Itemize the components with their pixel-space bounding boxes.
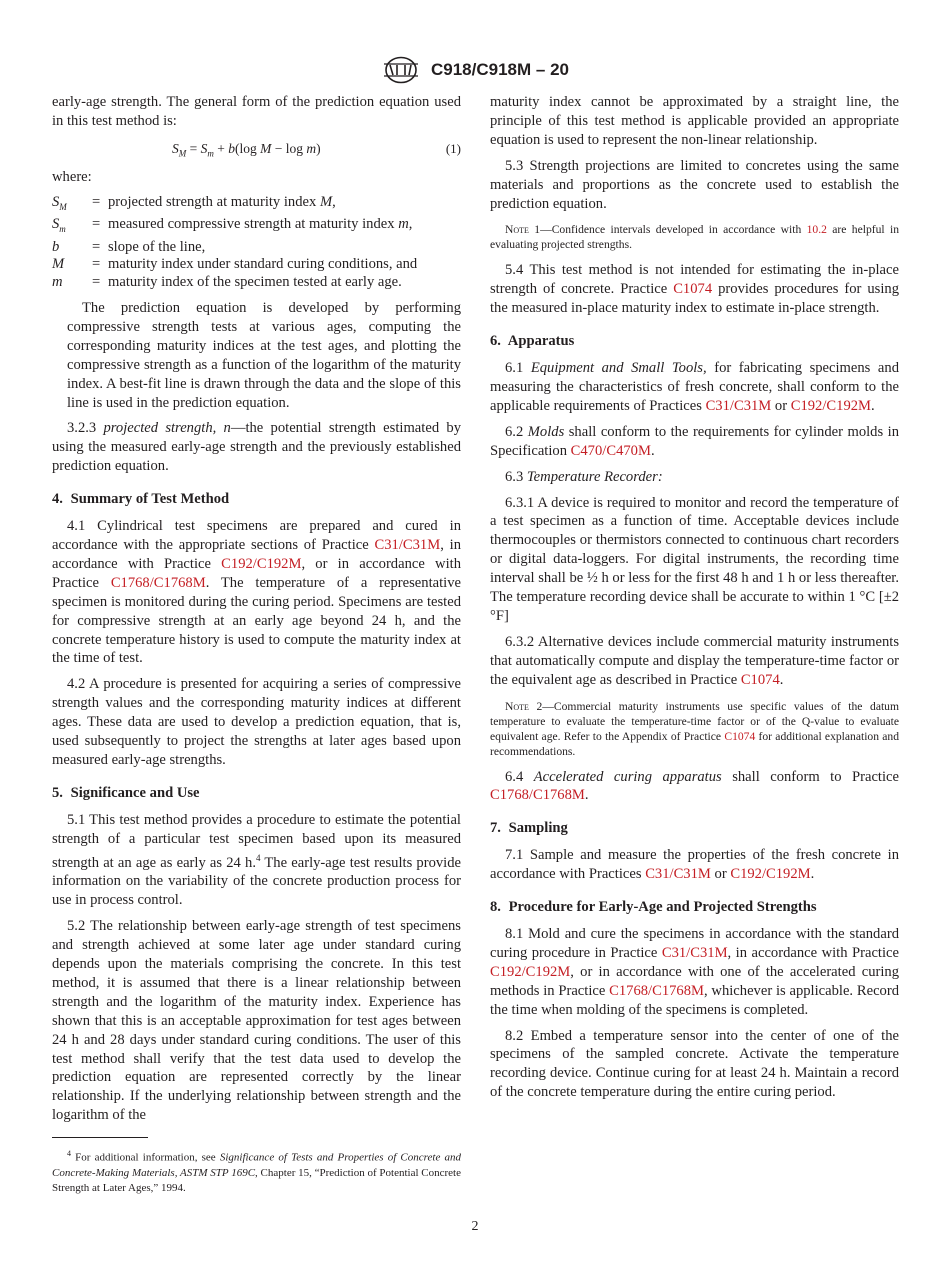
definition-row: b = slope of the line,	[52, 239, 461, 257]
symbol: $S_M$	[52, 193, 67, 212]
section-heading-7: 7. Sampling	[490, 820, 568, 837]
paragraph-6-3-2: 6.3.2 Alternative devices include commercial maturity instruments that automatically compute and display the temperature-time factor or the equivalent age as described in Practice C1074.	[490, 633, 899, 688]
paragraph-6-3: 6.3 Temperature Recorder:	[505, 468, 663, 485]
footnote-divider	[52, 1137, 148, 1138]
section-heading-5: 5. Significance and Use	[52, 784, 200, 801]
section-heading-8: 8. Procedure for Early-Age and Projected Strengths	[490, 899, 817, 916]
astm-logo-icon	[381, 56, 421, 84]
definition-text: maturity index under standard curing conditions, and	[108, 256, 418, 273]
reference-link[interactable]: C31/C31M	[705, 397, 772, 414]
equation-number: (1)	[445, 140, 461, 156]
reference-link[interactable]: C192/C192M	[490, 963, 571, 980]
definition-text: maturity index of the specimen tested at early age.	[108, 273, 402, 290]
prediction-equation	[52, 138, 461, 164]
definition-row: $S_M$ = projected strength at maturity index M,	[52, 194, 461, 216]
paragraph-5-1: 5.1 This test method provides a procedure to estimate the potential strength of a particular test specimen based upon its measured strength at an age as early as 24 h.$^4$ The early-age test results provide information on the variability of the concrete production process for use in process control.	[52, 811, 461, 909]
section-heading-6: 6. Apparatus	[490, 333, 575, 350]
paragraph: The prediction equation is developed by performing compressive strength tests at various ages, computing the corresponding maturity indices at the test ages, and plotting the compressive strength as a function of the logarithm of the maturity index. A best-fit line is drawn through the data and the slope of this line is used in the prediction equation.	[67, 300, 461, 411]
document-title: C918/C918M – 20	[431, 60, 569, 79]
definition-text: measured compressive strength at maturity index m,	[108, 216, 413, 233]
symbol: b	[52, 238, 60, 255]
left-column	[52, 93, 461, 1132]
symbol: M	[52, 256, 65, 273]
footnote: $^4$ For additional information, see Significance of Tests and Properties of Concrete and Concrete-Making Materials, ASTM STP 169C, Chapter 15, “Prediction of Potential Concrete Strength at Later Ages,” 1994.	[52, 1149, 462, 1194]
reference-link[interactable]: C1074	[724, 729, 756, 743]
reference-link[interactable]: C31/C31M	[374, 537, 441, 553]
paragraph-6-3-1: 6.3.1 A device is required to monitor and record the temperature of a test specimen as a function of time. Acceptable devices include thermocouples or thermistors connected to continuous chart recorders or digital data-loggers. For digital instruments, the recording time interval shall be ½ h or less for the first 48 h and 1 h or less thereafter. The temperature recording device shall be accurate to within 1 °C [±2 °F]	[490, 494, 899, 624]
paragraph-6-2: 6.2 Molds shall conform to the requirements for cylinder molds in Specification C470/C470M.	[490, 423, 900, 459]
note-1: Note 1—Confidence intervals developed in accordance with 10.2 are helpful in evaluating projected strengths.	[490, 223, 899, 252]
equation-expression: $S_M = S_m + b(\log$ M − log m)	[172, 140, 321, 159]
paragraph: early-age strength. The general form of the prediction equation used in this test method is:	[52, 94, 461, 129]
definition-row: $S_m$ = measured compressive strength at maturity index m,	[52, 216, 461, 238]
footnote-marker[interactable]: 4	[255, 852, 261, 863]
right-column	[490, 93, 899, 1109]
paragraph-4-2: 4.2 A procedure is presented for acquiring a series of compressive strength values and the corresponding maturity indices at different ages. These data are used to develop a prediction equation, that is, used subsequently to project the strengths at later ages based upon measured early-age strengths.	[52, 676, 461, 768]
symbol: m	[52, 273, 63, 290]
page-header	[0, 56, 950, 84]
definition-row: m = maturity index of the specimen tested at early age.	[52, 274, 461, 292]
paragraph-6-1: 6.1 Equipment and Small Tools, for fabricating specimens and measuring the characteristics of fresh concrete, shall conform to the applicable requirements of Practices C31/C31M or C192/C192M.	[490, 360, 899, 414]
paragraph-4-1: 4.1 Cylindrical test specimens are prepared and cured in accordance with the appropriate sections of Practice C31/C31M, in accordance with Practice C192/C192M, or in accordance with Practice C1768/C1768M. The temperature of a representative specimen is monitored during the curing period. Specimens are tested for compressive strength at an early age beyond 24 h, and the concrete temperature history is used to compute the maturity index at the time of test.	[52, 518, 461, 667]
symbol-definitions	[52, 194, 461, 291]
paragraph-8-2: 8.2 Embed a temperature sensor into the center of one of the specimens of the sampled concrete. Activate the temperature recording device. Continue curing for at least 24 h. Maintain a record of the concrete temperature during the entire curing period.	[490, 1027, 899, 1101]
definition-text: slope of the line,	[108, 238, 206, 255]
reference-link[interactable]: C192/C192M	[730, 866, 811, 883]
paragraph-3-2-3: 3.2.3 projected strength, n—the potential strength estimated by using the measured early-age strength and the previously established prediction equation.	[52, 420, 461, 475]
where-label: where:	[52, 168, 92, 185]
paragraph-5-3: 5.3 Strength projections are limited to concretes using the same materials and proportions as the concrete used to establish the prediction equation.	[490, 157, 899, 212]
paragraph-5-2: 5.2 The relationship between early-age strength of test specimens and strength achieved at some later age under standard curing depends upon the materials comprising the concrete. In this test method, it is assumed that there is a linear relationship between strength and the logarithm of the maturity index. Experience has shown that this is an acceptable approximation for test ages between 24 h and 28 days under standard curing conditions. The user of this test method shall verify that the test data used to develop the prediction equation are represented correctly by the linear relationship. If the underlying relationship between strength and the logarithm of the	[52, 918, 461, 1124]
paragraph: maturity index cannot be approximated by a straight line, the principle of this test method is applicable provided an appropriate equation is used to represent the non-linear relationship.	[490, 94, 899, 148]
reference-link[interactable]: C192/C192M	[221, 555, 302, 572]
reference-link[interactable]: C31/C31M	[645, 866, 711, 883]
paragraph-8-1: 8.1 Mold and cure the specimens in accordance with the standard curing procedure in Practice C31/C31M, in accordance with Practice C192/C192M, or in accordance with one of the accelerated curing methods in Practice C1768/C1768M, whichever is applicable. Record the time when molding of the specimens is completed.	[490, 926, 899, 1018]
section-heading-4: 4. Summary of Test Method	[52, 491, 230, 508]
reference-link[interactable]: C1074	[740, 671, 780, 688]
paragraph-6-4: 6.4 Accelerated curing apparatus shall conform to Practice C1768/C1768M.	[490, 768, 899, 804]
note-2: Note 2—Commercial maturity instruments use specific values of the datum temperature to evaluate the temperature-time factor or of the Q-value to evaluate equivalent age. Refer to the Appendix of Practice C1074 for additional explanation and recommendations.	[490, 699, 899, 758]
symbol: $S_m$	[52, 216, 66, 235]
reference-link[interactable]: C1768/C1768M	[110, 574, 206, 591]
paragraph-7-1: 7.1 Sample and measure the properties of the fresh concrete in accordance with Practices C31/C31M or C192/C192M.	[490, 847, 899, 883]
reference-link[interactable]: C31/C31M	[661, 944, 728, 961]
definition-text: projected strength at maturity index M,	[108, 193, 336, 210]
reference-link[interactable]: C1768/C1768M	[490, 787, 585, 804]
reference-link[interactable]: 10.2	[806, 223, 827, 237]
paragraph-5-4: 5.4 This test method is not intended for estimating the in-place strength of concrete. Practice C1074 provides procedures for using the measured in-place maturity index to estimate in-place strength.	[490, 262, 900, 317]
reference-link[interactable]: C470/C470M	[570, 442, 651, 459]
definition-row: M = maturity index under standard curing conditions, and	[52, 256, 461, 274]
reference-link[interactable]: C1768/C1768M	[609, 982, 704, 999]
reference-link[interactable]: C1074	[673, 281, 713, 298]
reference-link[interactable]: C192/C192M	[790, 397, 872, 414]
page-number: 2	[471, 1219, 479, 1234]
